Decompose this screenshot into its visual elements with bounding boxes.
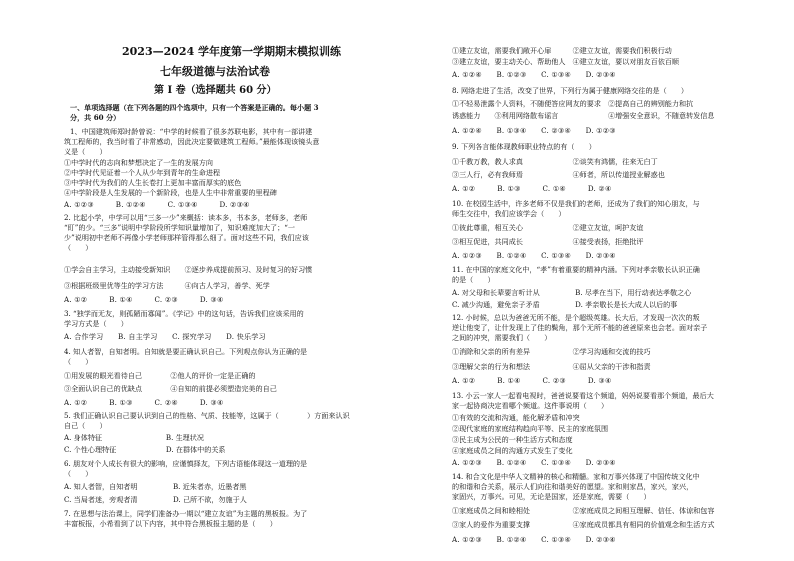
left-line: 2. 比起小学，中学可以用“三多一少”来概括：读本多，书本多，老师多，老师: [64, 213, 308, 222]
left-column: [64, 0, 426, 561]
right-line: ①消除和父亲的所有差异 ②学习沟通和交流的技巧: [452, 347, 651, 356]
left-line: 一、单项选择题（在下列各题的四个选项中，只有一个答案是正确的。每小题 3: [70, 103, 319, 112]
left-line: （ ）: [64, 243, 93, 252]
left-line: C. 个性心理特征 D. 在群体中的关系: [64, 445, 226, 454]
right-line: A. 对父母和长辈要言听计从 B. 尽孝在当下，用行动表达孝敬之心: [452, 288, 692, 297]
right-column: [444, 0, 778, 561]
left-line: 筑工程师的，我当时看了非常感动，因此决定要做建筑工程师。”最能体现该镜头意: [64, 137, 320, 146]
right-line: A. ①②④ B. ①②③ C. ①③④ D. ②③④: [452, 70, 616, 79]
right-line: ①家庭成员之间和睦相处 ②家庭成员之间相互理解、信任、体谅和包容: [452, 506, 715, 515]
left-line: 3. “独学而无友，则孤陋而寡闻”。《学记》中的这句话，告诉我们应该采用的: [64, 309, 304, 318]
right-line: ④家庭成员之间的沟通方式发生了变化: [452, 446, 573, 455]
left-line: A. 身体特征 B. 生理状况: [64, 433, 204, 442]
right-line: A. ①②③ B. ①②④ C. ①③④ D. ②③④: [452, 251, 616, 260]
right-line: ①千教万教，教人求真 ②谈笑有鸿儒，往来无白丁: [452, 157, 658, 166]
left-line: 义是（ ）: [64, 147, 107, 156]
left-line: 七年级道德与法治试卷: [160, 65, 270, 78]
right-line: ①建立友谊，需要我们敞开心扉 ②建立友谊，需要我们积极行动: [452, 46, 672, 55]
right-line: ③理解父亲的行为和想法 ④屈从父亲的干涉和指责: [452, 362, 651, 371]
left-line: ①用发展的眼光看待自己 ②他人的评价一定是正确的: [64, 371, 256, 380]
left-line: （ ）: [64, 357, 93, 366]
left-line: 自己（ ）: [64, 421, 107, 430]
right-line: ②现代家庭的家庭结构趋向平等、民主的家庭氛围: [452, 424, 609, 433]
left-line: A. ①② B. ①③ C. ②④ D. ③④: [64, 398, 224, 407]
right-line: 的是（ ）: [452, 275, 495, 284]
right-line: A. ①②③ B. ①②④ C. ①③④ D. ②③④: [452, 458, 616, 467]
right-line: 的和谐和合关系，展示人们向往和谐美好的愿望。家和则家昌，家兴，家兴，: [452, 482, 694, 491]
left-line: ③根据班级里优等生的学习方法 ④向古人学习，善学、死学: [64, 281, 270, 290]
left-line: A. ①②③ B. ①②④ C. ①③④ D. ②③④: [64, 200, 250, 209]
right-line: A. ①②④ B. ①③④ C. ②③④ D. ①②③: [452, 126, 616, 135]
right-line: ①有效的交流和沟通，能化解矛盾和冲突: [452, 413, 580, 422]
right-line: 11. 在中国的家庭文化中，“孝”有着重要的精神内涵。下列对孝亲敬长认识正确: [452, 265, 700, 274]
left-line: A. 合作学习 B. 自主学习 C. 探究学习 D. 快乐学习: [64, 332, 266, 341]
left-line: 2023—2024 学年度第一学期期末模拟训练: [122, 45, 342, 58]
left-line: 1、中国建筑师郑时龄曾说：“中学的时候看了很多苏联电影，其中有一部讲建: [70, 127, 313, 136]
right-line: ③家人的爱作为重要支撑 ④家庭成员都具有相同的价值观念和生活方式: [452, 520, 715, 529]
right-line: ③建立友谊，要主动关心、帮助他人 ④建立友谊，要以对朋友百依百顺: [452, 57, 679, 66]
left-line: （ ）: [64, 469, 93, 478]
right-line: A. ①② B. ①④ C. ②③ D. ③④: [452, 376, 612, 385]
left-line: 分，共 60 分）: [70, 113, 121, 122]
right-line: A. ①②③ B. ①②④ C. ①③④ D. ②③④: [452, 535, 616, 544]
right-line: 诱惑能力 ③利用网络散布谣言 ④增强安全意识，不随意转发信息: [452, 111, 715, 120]
right-line: 14. 和合文化是中华人文精神的核心和精髓。家和万事兴体现了中国传统文化中: [452, 472, 700, 481]
left-line: ③中学时代为我们的人生长卷打上更加丰富而厚实的底色: [64, 178, 242, 187]
right-line: C. 减少沟通，避免亲子矛盾 D. 孝亲敬长是长大成人以后的事: [452, 300, 678, 309]
left-line: A. ①② B. ①④ C. ②③ D. ③④: [64, 295, 224, 304]
right-line: ①不轻易泄露个人资料，不随便答应网友的要求 ②提高自己的辨别能力和抗: [452, 99, 694, 108]
right-line: ③民主成为公民的一种生活方式和态度: [452, 435, 573, 444]
left-line: 6. 朋友对个人成长有很大的影响，应谨慎择友，下列古语能体现这一道理的是: [64, 459, 308, 468]
right-line: ③三人行，必有我师焉 ④师者，所以传道授业解惑也: [452, 170, 665, 179]
right-line: 13. 小云一家人一起看电视时，爸爸说要看这个频道，妈妈说要看那个频道，最后大: [452, 391, 714, 400]
left-line: ②中学时代见证着一个人从少年到青年的生命进程: [64, 168, 221, 177]
right-line: 之间的冲突，需要我们（ ）: [452, 333, 552, 342]
right-line: ①彼此尊重，相互关心 ②建立友谊，呵护友谊: [452, 223, 644, 232]
right-line: 10. 在校园生活中，许多老师不仅是我们的老师，还成为了我们的知心朋友，与: [452, 199, 700, 208]
left-line: 第 I 卷（选择题共 60 分）: [154, 85, 277, 96]
right-line: 师生交往中，我们应该学会（ ）: [452, 209, 566, 218]
right-line: 12. 小时候，总以为爸爸无所不能，是个超级英雄。长大后，才发现一次次的叛: [452, 313, 700, 322]
left-line: 7. 在思想与法治课上，同学们准备办一期以“建立友谊”为主题的黑板报。为了: [64, 509, 308, 518]
right-line: A. ①② B. ①③ C. ①④ D. ②④: [452, 184, 612, 193]
left-line: 少”说明初中老师不再像小学老师那样管得那么细了。面对这些不同，我们应该: [64, 233, 309, 242]
right-line: 家固兴，万事兴。可见，无论是国家，还是家庭，需要（ ）: [452, 492, 651, 501]
right-line: 8. 网络走进了生活，改变了世界，下列行为属于健康网络交往的是（ ）: [452, 86, 689, 95]
left-line: C. 当局者迷，旁观者清 D. 己所不欲，勿施于人: [64, 495, 247, 504]
right-line: 9. 下列各言能体现教师职业特点的有（ ）: [452, 142, 596, 151]
left-line: ①学会自主学习，主动接受新知识 ②逐步养成提前预习、及时复习的好习惯: [64, 265, 313, 274]
left-line: ③全面认识自己的优缺点 ④自知的前提必须塑造完美的自己: [64, 384, 277, 393]
left-line: A. 知人者智，自知者明 B. 近朱者赤，近墨者黑: [64, 482, 247, 491]
left-line: 丰富板报，小希看到了以下内容，其中符合黑板报主题的是（ ）: [64, 519, 277, 528]
left-line: 4. 知人者智，自知者明。自知就是要正确认识自己。下列观点你认为正确的是: [64, 347, 308, 356]
left-line: ④中学阶段是人生发展的一个新阶段，也是人生中非常重要的里程碑: [64, 188, 277, 197]
right-line: ③相互促进，共同成长 ④接受表扬，拒绝批评: [452, 237, 644, 246]
left-line: 5. 我们正确认识自己要认识到自己的性格、气质、技能等，这属于（ ）方面来认识: [64, 411, 350, 420]
right-line: 逆让他变了，让什发现上了佳的鬓角，那个无所不能的爸爸原来也会老。面对亲子: [452, 323, 708, 332]
right-line: 家一起协商决定看哪个频道。这件事说明（ ）: [452, 401, 609, 410]
left-line: ①中学时代的志向和梦想决定了一生的发展方向: [64, 158, 213, 167]
left-line: “盯”的少。“三多”说明中学阶段所学知识量增加了，知识难度加大了；“一: [64, 223, 295, 232]
left-line: 学习方式是（ ）: [64, 319, 128, 328]
